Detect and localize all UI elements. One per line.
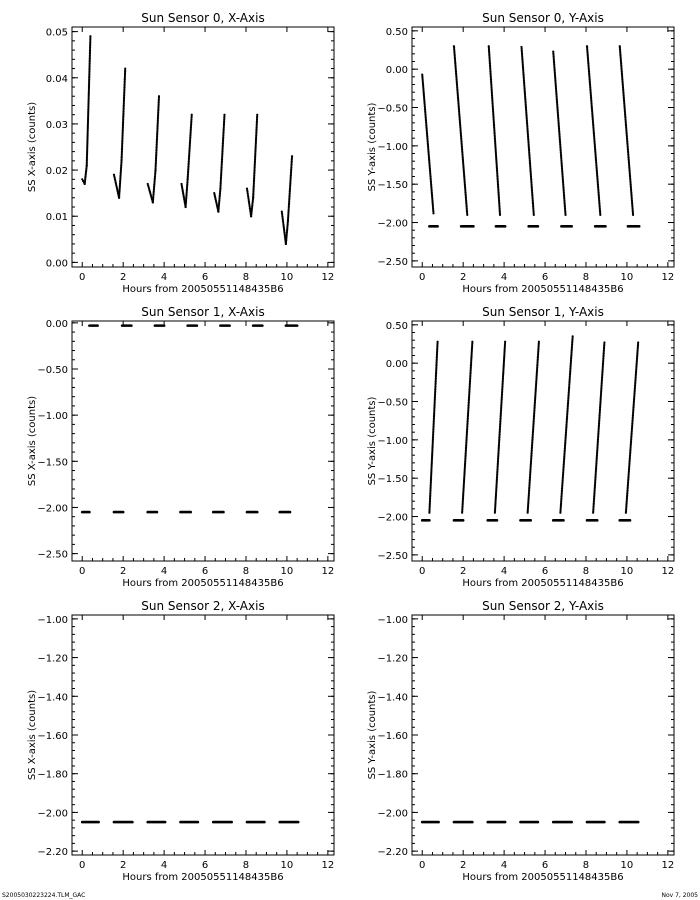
y-tick-label: 0.00 (45, 258, 68, 270)
x-tick-label: 8 (242, 566, 250, 577)
x-tick-label: 6 (541, 272, 549, 283)
data-series-trace (246, 114, 258, 218)
data-series-trace (488, 45, 501, 216)
plot-frame (412, 615, 674, 855)
y-tick-label: −0.50 (377, 103, 408, 115)
x-tick-label: 2 (119, 566, 127, 577)
y-tick-label: 0.02 (45, 166, 68, 178)
data-series-trace (520, 46, 534, 216)
y-tick-label: −2.00 (377, 512, 408, 524)
x-axis-label: Hours from 20050551148435B6 (462, 578, 624, 589)
data-point (291, 155, 293, 157)
y-axis-label: SS X-axis (counts) (27, 689, 38, 781)
data-series-trace (113, 67, 126, 198)
y-tick-label: −2.00 (37, 503, 68, 515)
y-tick-label: 0.00 (45, 318, 68, 330)
data-series-trace (461, 341, 473, 514)
y-tick-label: −1.50 (377, 180, 408, 192)
chart-panel-3 (367, 305, 674, 589)
data-point (599, 214, 601, 216)
x-axis-label: Hours from 20050551148435B6 (122, 578, 284, 589)
x-tick-label: 2 (119, 860, 127, 871)
data-series-trace (527, 341, 540, 514)
x-tick-label: 0 (79, 566, 86, 577)
data-point (632, 214, 634, 216)
x-axis-label: Hours from 20050551148435B6 (122, 872, 284, 883)
data-series-trace (147, 95, 160, 203)
chart-title: Sun Sensor 1, X-Axis (141, 305, 265, 319)
x-tick-label: 0 (419, 860, 426, 871)
data-point (436, 341, 438, 343)
y-tick-label: −1.50 (377, 474, 408, 486)
y-tick-label: −1.80 (377, 769, 408, 781)
chart-panel-2 (27, 305, 334, 589)
y-axis-label: SS Y-axis (counts) (367, 690, 378, 780)
x-tick-label: 6 (541, 860, 549, 871)
x-tick-label: 0 (79, 272, 86, 283)
x-tick-label: 10 (620, 860, 634, 871)
y-tick-label: −2.20 (377, 847, 408, 859)
x-tick-label: 4 (500, 272, 508, 283)
x-tick-label: 6 (201, 860, 209, 871)
data-series-trace (281, 155, 293, 245)
data-point (89, 35, 91, 37)
data-series-trace (421, 73, 434, 214)
chart-title: Sun Sensor 2, Y-Axis (482, 599, 604, 613)
data-group (82, 326, 297, 512)
x-axis-label: Hours from 20050551148435B6 (462, 284, 624, 295)
data-series-trace (619, 45, 635, 216)
data-group (81, 35, 293, 245)
data-point (256, 114, 258, 116)
x-tick-label: 4 (500, 860, 508, 871)
footer-date: Nov 7, 2005 (661, 892, 698, 899)
x-axis-label: Hours from 20050551148435B6 (462, 872, 624, 883)
data-point (603, 341, 605, 343)
data-group (422, 335, 639, 520)
chart-panel-1 (367, 11, 674, 295)
chart-title: Sun Sensor 2, X-Axis (141, 599, 265, 613)
data-series-trace (586, 45, 602, 216)
chart-title: Sun Sensor 0, Y-Axis (482, 11, 604, 25)
data-series-trace (180, 114, 192, 209)
data-point (564, 214, 566, 216)
x-tick-label: 8 (242, 860, 250, 871)
y-tick-label: −1.00 (377, 141, 408, 153)
x-tick-label: 12 (661, 566, 675, 577)
data-point (572, 335, 574, 337)
y-tick-label: −0.50 (37, 365, 68, 376)
plot-frame (72, 27, 334, 267)
data-series-trace (592, 341, 605, 513)
x-tick-label: 2 (459, 566, 467, 577)
x-tick-label: 10 (280, 272, 294, 283)
x-tick-label: 10 (620, 566, 634, 577)
x-tick-label: 6 (541, 566, 549, 577)
x-tick-label: 4 (160, 860, 168, 871)
x-tick-label: 12 (661, 272, 675, 283)
y-axis-label: SS Y-axis (counts) (367, 102, 378, 192)
x-tick-label: 12 (321, 860, 335, 871)
data-point (499, 214, 501, 216)
data-point (471, 341, 473, 343)
y-tick-label: −2.00 (377, 808, 408, 820)
plot-frame (412, 321, 674, 561)
y-tick-label: 0.05 (45, 27, 68, 39)
x-tick-label: 10 (280, 860, 294, 871)
x-tick-label: 12 (321, 272, 335, 283)
y-tick-label: 0.00 (385, 65, 408, 77)
plot-frame (72, 615, 334, 855)
y-tick-label: 0.04 (45, 73, 68, 85)
data-point (158, 95, 160, 97)
x-tick-label: 2 (459, 860, 467, 871)
y-tick-label: −2.00 (377, 218, 408, 230)
y-tick-label: −2.00 (37, 808, 68, 820)
data-group (421, 45, 639, 226)
x-tick-label: 8 (242, 272, 250, 283)
x-axis-label: Hours from 20050551148435B6 (122, 284, 284, 295)
y-tick-label: −1.00 (37, 411, 68, 423)
data-point (432, 212, 434, 214)
x-tick-label: 8 (582, 566, 590, 577)
y-tick-label: −1.20 (377, 653, 408, 665)
x-tick-label: 8 (582, 272, 590, 283)
data-point (191, 114, 193, 116)
y-axis-label: SS Y-axis (counts) (367, 396, 378, 486)
x-tick-label: 0 (419, 272, 426, 283)
data-series-trace (213, 114, 225, 213)
x-tick-label: 4 (500, 566, 508, 577)
y-tick-label: −1.40 (37, 692, 68, 704)
x-tick-label: 4 (160, 272, 168, 283)
data-series-trace (494, 341, 506, 514)
y-tick-label: 0.01 (45, 212, 68, 224)
data-series-trace (552, 50, 566, 216)
y-tick-label: −1.50 (37, 457, 68, 469)
y-tick-label: −1.40 (377, 692, 408, 704)
x-tick-label: 12 (661, 860, 675, 871)
data-point (504, 341, 506, 343)
data-point (124, 67, 126, 69)
y-tick-label: −1.20 (37, 653, 68, 665)
y-tick-label: −2.50 (377, 550, 408, 562)
chart-panel-5 (367, 599, 674, 883)
y-tick-label: −1.00 (377, 614, 408, 626)
y-tick-label: −2.50 (377, 256, 408, 268)
x-tick-label: 8 (582, 860, 590, 871)
x-tick-label: 10 (620, 272, 634, 283)
chart-title: Sun Sensor 1, Y-Axis (482, 305, 604, 319)
plot-frame (412, 27, 674, 267)
x-tick-label: 0 (419, 566, 426, 577)
x-tick-label: 2 (459, 272, 467, 283)
y-axis-label: SS X-axis (counts) (27, 395, 38, 487)
y-tick-label: −2.50 (37, 549, 68, 561)
y-tick-label: 0.50 (385, 26, 408, 38)
data-point (466, 214, 468, 216)
y-tick-label: −1.00 (377, 435, 408, 447)
x-tick-label: 4 (160, 566, 168, 577)
y-tick-label: −2.20 (37, 847, 68, 859)
data-point (637, 341, 639, 343)
data-series-trace (453, 45, 469, 216)
y-tick-label: 0.00 (385, 359, 408, 371)
x-tick-label: 6 (201, 272, 209, 283)
y-tick-label: 0.50 (385, 320, 408, 332)
data-point (533, 214, 535, 216)
x-tick-label: 6 (201, 566, 209, 577)
x-tick-label: 12 (321, 566, 335, 577)
data-series-trace (428, 341, 438, 514)
y-tick-label: −1.80 (37, 769, 68, 781)
y-axis-label: SS X-axis (counts) (27, 101, 38, 193)
x-tick-label: 0 (79, 860, 86, 871)
footer-filename: S2005030223224.TLM_GAC (2, 892, 86, 899)
data-series-trace (81, 35, 91, 185)
data-series-trace (559, 335, 573, 514)
x-tick-label: 10 (280, 566, 294, 577)
y-tick-label: −1.60 (377, 731, 408, 742)
plot-frame (72, 321, 334, 561)
data-point (223, 114, 225, 116)
x-tick-label: 2 (119, 272, 127, 283)
y-tick-label: −0.50 (377, 397, 408, 409)
chart-panel-0 (27, 11, 334, 295)
y-tick-label: −1.60 (37, 731, 68, 742)
chart-panel-4 (27, 599, 334, 883)
data-point (538, 341, 540, 343)
y-tick-label: 0.03 (45, 119, 68, 131)
data-series-trace (625, 341, 639, 513)
chart-title: Sun Sensor 0, X-Axis (141, 11, 265, 25)
y-tick-label: −1.00 (37, 614, 68, 626)
